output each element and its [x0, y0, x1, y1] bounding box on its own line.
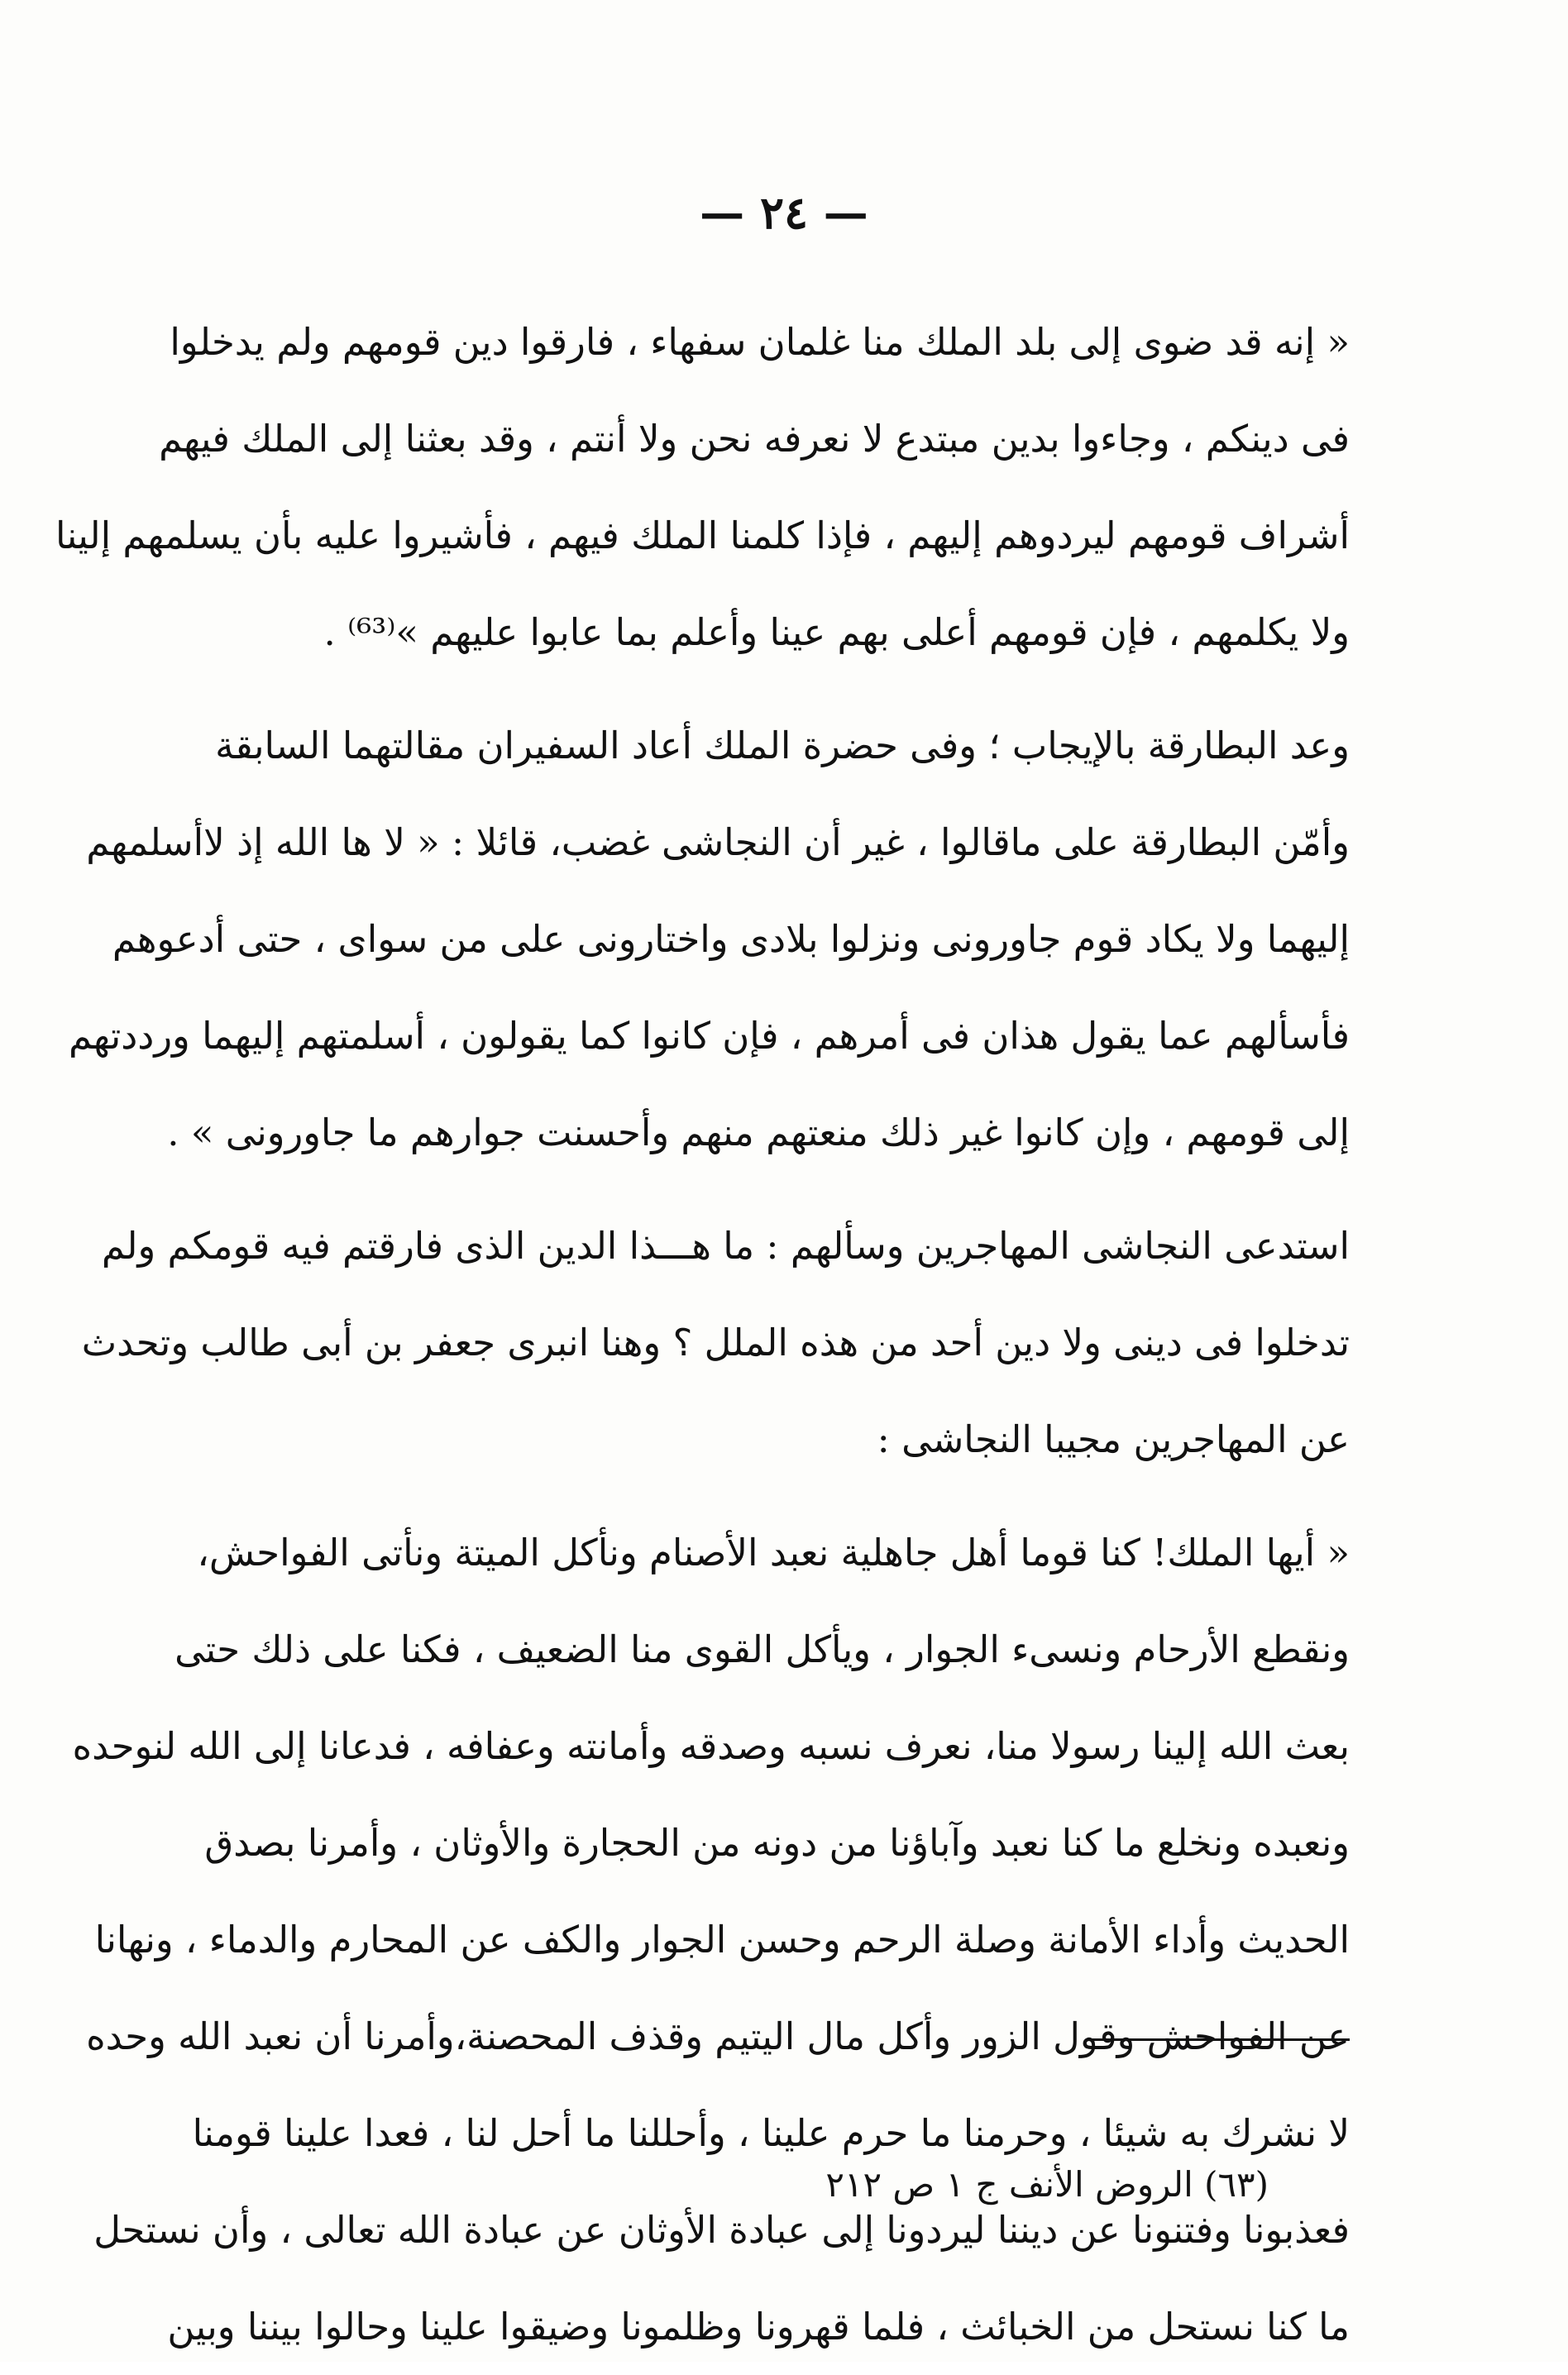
text-line: استدعى النجاشى المهاجرين وسألهم : ما هـــذا الدين الذى فارقتم فيه قومكم ولم — [101, 1224, 1350, 1268]
text-line: « إنه قد ضوى إلى بلد الملك منا غلمان سفهاء ، فارقوا دين قومهم ولم يدخلوا — [170, 320, 1350, 364]
text-line: الحديث وأداء الأمانة وصلة الرحم وحسن الجوار والكف عن المحارم والدماء ، ونهانا — [94, 1918, 1350, 1962]
text-line: ولا يكلمهم ، فإن قومهم أعلى بهم عينا وأعلم بما عابوا عليهم »⁽⁶³⁾ . — [323, 610, 1350, 654]
text-line: فعذبونا وفتنونا عن ديننا ليردونا إلى عبادة الأوثان عن عبادة الله تعالى ، وأن نستحل — [93, 2208, 1350, 2252]
text-line: بعث الله إلينا رسولا منا، نعرف نسبه وصدقه وأمانته وعفافه ، فدعانا إلى الله لنوحده — [72, 1724, 1350, 1768]
text-line: عن الفواحش وقول الزور وأكل مال اليتيم وقذف المحصنة،وأمرنا أن نعبد الله وحده — [86, 2014, 1350, 2058]
text-line: وأمّن البطارقة على ماقالوا ، غير أن النجاشى غضب، قائلا : « لا ها الله إذ لاأسلمهم — [86, 820, 1350, 864]
text-line: « أيها الملك! كنا قوما أهل جاهلية نعبد الأصنام ونأكل الميتة ونأتى الفواحش، — [197, 1531, 1350, 1575]
text-line: ونعبده ونخلع ما كنا نعبد وآباؤنا من دونه من الحجارة والأوثان ، وأمرنا بصدق — [204, 1821, 1350, 1865]
text-line: ونقطع الأرحام ونسىء الجوار ، ويأكل القوى منا الضعيف ، فكنا على ذلك حتى — [174, 1627, 1350, 1671]
paragraph-gap — [217, 1181, 1350, 1197]
paragraph-gap — [217, 1488, 1350, 1504]
text-line: إلى قومهم ، وإن كانوا غير ذلك منعتهم منهم وأحسنت جوارهم ما جاورونى » . — [167, 1111, 1350, 1154]
text-line: تدخلوا فى دينى ولا دين أحد من هذه الملل ؟ وهنا انبرى جعفر بن أبى طالب وتحدث — [81, 1321, 1350, 1364]
text-line: عن المهاجرين مجيبا النجاشى : — [877, 1417, 1350, 1461]
text-line: ما كنا نستحل من الخبائث ، فلما قهرونا وظلمونا وضيقوا علينا وحالوا بيننا وبين — [167, 2305, 1350, 2349]
text-line: أشراف قومهم ليردوهم إليهم ، فإذا كلمنا الملك فيهم ، فأشيروا عليه بأن يسلمهم إلينا — [55, 514, 1350, 557]
text-line: فأسألهم عما يقول هذان فى أمرهم ، فإن كانوا كما يقولون ، أسلمتهم إليهما ورددتهم — [69, 1014, 1350, 1058]
paragraph-gap — [217, 681, 1350, 697]
footnote: (٦٣) الروض الأنف ج ١ ص ٢١٢ — [825, 2164, 1269, 2205]
text-line: إليهما ولا يكاد قوم جاورونى ونزلوا بلادى واختارونى على من سواى ، حتى أدعوهم — [112, 917, 1350, 961]
page-number: — ٢٤ — — [700, 186, 868, 239]
text-line: وعد البطارقة بالإيجاب ؛ وفى حضرة الملك أعاد السفيران مقالتهما السابقة — [215, 724, 1350, 767]
footnote-divider — [1092, 2038, 1350, 2041]
text-line: لا نشرك به شيئا ، وحرمنا ما حرم علينا ، وأحللنا ما أحل لنا ، فعدا علينا قومنا — [192, 2111, 1350, 2155]
text-line: فى دينكم ، وجاءوا بدين مبتدع لا نعرفه نحن ولا أنتم ، وقد بعثنا إلى الملك فيهم — [159, 417, 1350, 461]
body-text — [55, 294, 1350, 2375]
